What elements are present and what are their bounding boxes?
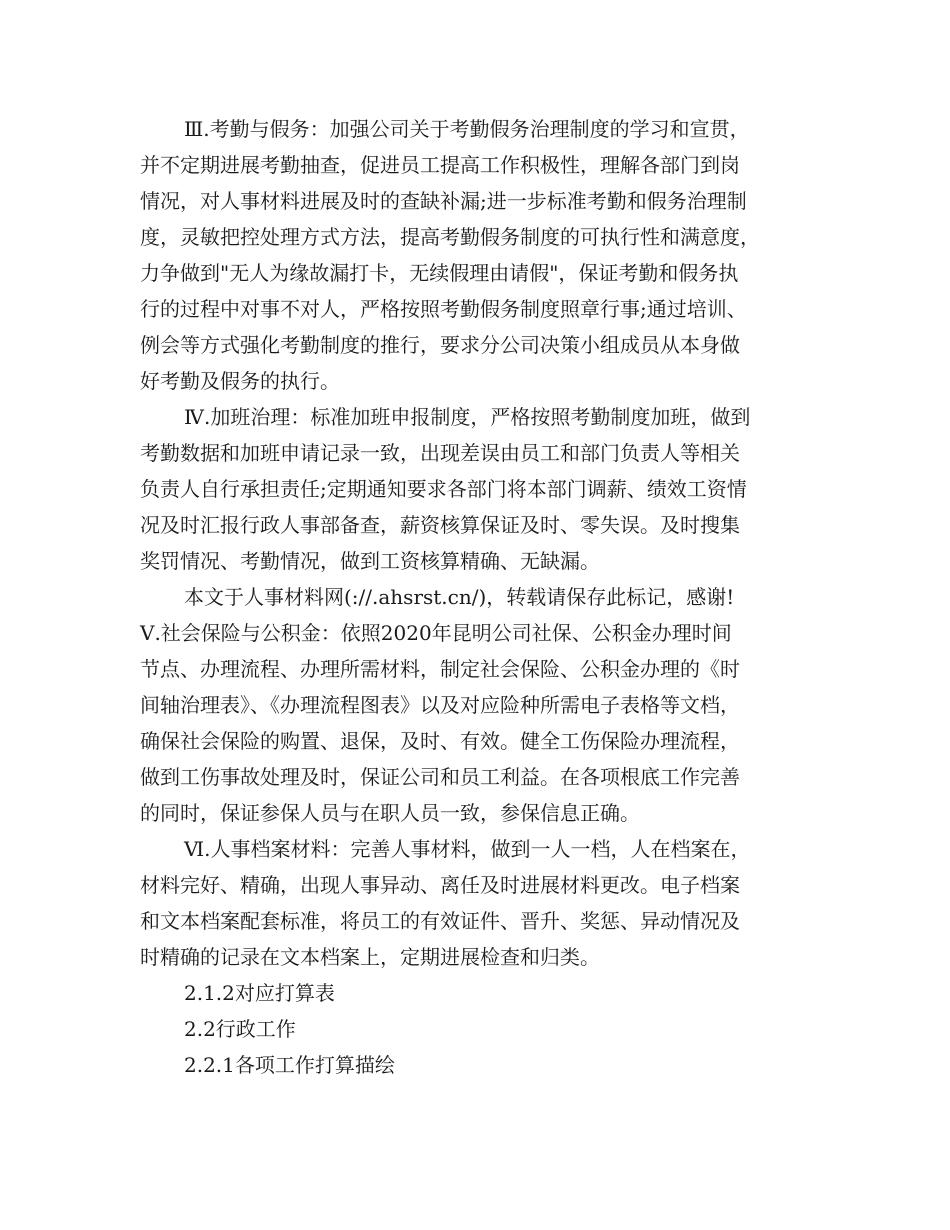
text-line: 力争做到"无人为缘故漏打卡，无续假理由请假"，保证考勤和假务执 (140, 261, 739, 285)
text-line: 行的过程中对事不对人，严格按照考勤假务制度照章行事;通过培训、 (140, 297, 747, 321)
text-line: 考勤数据和加班申请记录一致，出现差误由员工和部门负责人等相关 (140, 441, 740, 465)
text-line: Ⅵ.人事档案材料：完善人事材料，做到一人一档，人在档案在， (184, 837, 751, 861)
text-line: 时精确的记录在文本档案上，定期进展检查和归类。 (140, 945, 600, 969)
text-line: 情况，对人事材料进展及时的查缺补漏;进一步标准考勤和假务治理制 (140, 189, 747, 213)
document-body (140, 111, 820, 1083)
text-line: 做到工伤事故处理及时，保证公司和员工利益。在各项根底工作完善 (140, 765, 740, 789)
text-line: Ⅳ.加班治理：标准加班申报制度，严格按照考勤制度加班，做到 (184, 405, 751, 429)
text-line: 好考勤及假务的执行。 (140, 369, 340, 393)
section-heading: 2.2行政工作 (184, 1017, 296, 1041)
text-line: Ⅲ.考勤与假务：加强公司关于考勤假务治理制度的学习和宣贯， (184, 117, 750, 141)
text-line: 的同时，保证参保人员与在职人员一致，参保信息正确。 (140, 801, 640, 825)
text-line: 和文本档案配套标准，将员工的有效证件、晋升、奖惩、异动情况及 (140, 909, 740, 933)
text-line: 间轴治理表》、《办理流程图表》以及对应险种所需电子表格等文档， (140, 693, 740, 717)
section-heading: 2.2.1各项工作打算描绘 (184, 1053, 395, 1077)
text-line: 本文于人事材料网(://.ahsrst.cn/)，转载请保存此标记，感谢! (184, 585, 735, 609)
text-line: 奖罚情况、考勤情况，做到工资核算精确、无缺漏。 (140, 549, 600, 573)
section-heading: 2.1.2对应打算表 (184, 981, 335, 1005)
text-line: 例会等方式强化考勤制度的推行，要求分公司决策小组成员从本身做 (140, 333, 740, 357)
text-line: 负责人自行承担责任;定期通知要求各部门将本部门调薪、绩效工资情 (140, 477, 747, 501)
text-line: 确保社会保险的购置、退保，及时、有效。健全工伤保险办理流程， (140, 729, 740, 753)
text-line: 材料完好、精确，出现人事异动、离任及时进展材料更改。电子档案 (140, 873, 740, 897)
text-line: 并不定期进展考勤抽查，促进员工提高工作积极性，理解各部门到岗 (140, 153, 740, 177)
text-line: 度，灵敏把控处理方式方法，提高考勤假务制度的可执行性和满意度， (140, 225, 760, 249)
text-line: Ⅴ.社会保险与公积金：依照2020年昆明公司社保、公积金办理时间 (140, 621, 732, 645)
text-line: 况及时汇报行政人事部备查，薪资核算保证及时、零失误。及时搜集 (140, 513, 740, 537)
text-line: 节点、办理流程、办理所需材料，制定社会保险、公积金办理的《时 (140, 657, 740, 681)
